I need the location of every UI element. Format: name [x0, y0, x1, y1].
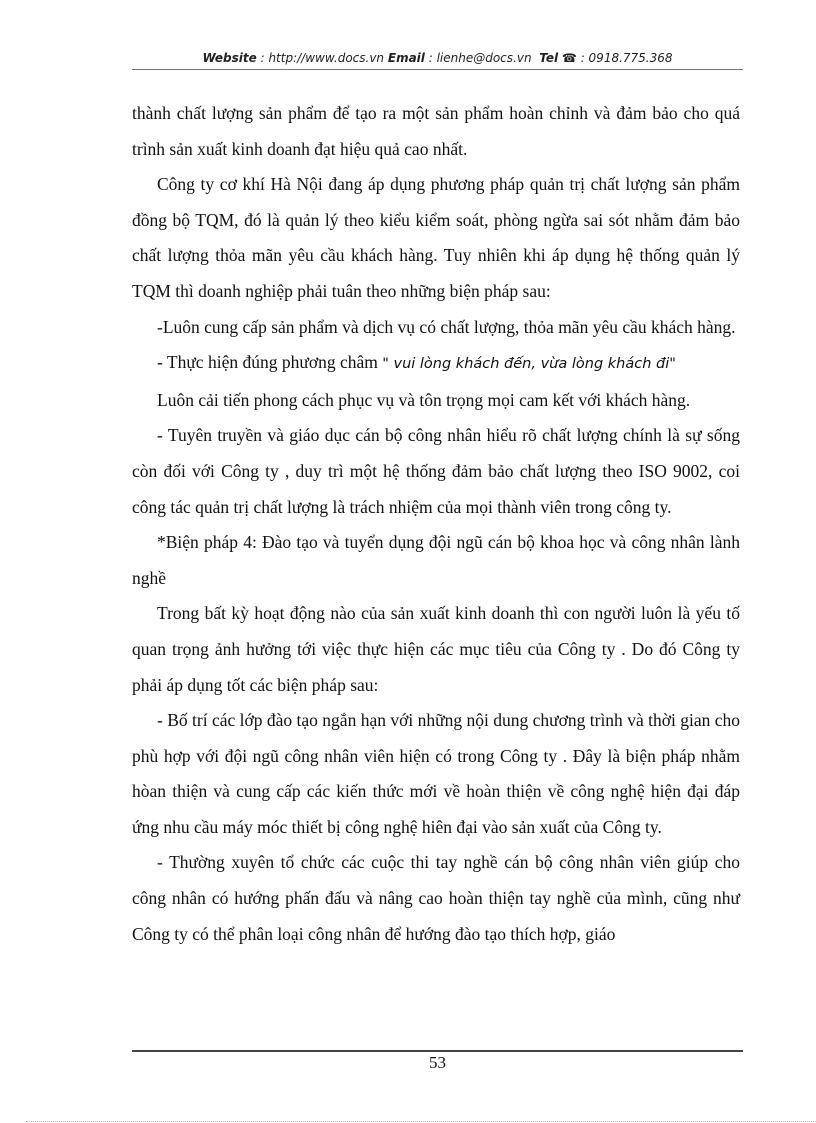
motto-quote: " vui lòng khách đến, vừa lòng khách đi" [382, 356, 676, 373]
paragraph: - Thường xuyên tổ chức các cuộc thi tay nghề cán bộ công nhân viên giúp cho công nhân có hướng phấn đấu và nâng cao hoàn thiện tay nghề của mình, cũng như Công ty có thể phân loại công nhân để hướng đào tạo thích hợp, giáo [132, 852, 740, 944]
header-divider [132, 69, 743, 70]
footer-divider [132, 1050, 743, 1052]
phone-number: 0918.775.368 [588, 51, 673, 65]
paragraph: thành chất lượng sản phẩm để tạo ra một sản phẩm hoàn chỉnh và đảm bảo cho quá trình sản xuất kinh doanh đạt hiệu quả cao nhất. [132, 103, 740, 159]
website-url[interactable]: http://www.docs.vn [268, 51, 385, 65]
email-label: Email [387, 51, 425, 65]
phone-icon: ☎ [561, 51, 577, 65]
website-label: Website [202, 51, 257, 65]
paragraph: Luôn cải tiến phong cách phục vụ và tôn trọng mọi cam kết với khách hàng. [157, 389, 691, 410]
paragraph: - Bố trí các lớp đào tạo ngắn hạn với những nội dung chương trình và thời gian cho phù hợp với đội ngũ công nhân viên hiện có trong Công ty . Đây là biện pháp nhằm hòan thiện và cung cấp các kiến thức mới về hoàn thiện về công nghệ hiện đại đáp ứng nhu cầu máy móc thiết bị công nghệ hiên đại vào sản xuất của Công ty. [132, 710, 740, 837]
page-number: 53 [429, 1053, 446, 1072]
paragraph: Công ty cơ khí Hà Nội đang áp dụng phương pháp quản trị chất lượng sản phẩm đồng bộ TQM, đó là quản lý theo kiểu kiểm soát, phòng ngừa sai sót nhằm đảm bảo chất lượng thỏa mãn yêu cầu khách hàng. Tuy nhiên khi áp dụng hệ thống quản lý TQM thì doanh nghiệp phải tuân theo những biện pháp sau: [132, 174, 740, 301]
document-body [132, 96, 740, 952]
page-header: Website : http://www.docs.vn Email : lienhe@docs.vn Tel ☎ : 0918.775.368 [202, 51, 673, 65]
paragraph: - Tuyên truyền và giáo dục cán bộ công nhân hiểu rõ chất lượng chính là sự sống còn đối với Công ty , duy trì một hệ thống đảm bảo chất lượng theo ISO 9002, coi công tác quản trị chất lượng là trách nhiệm của mọi thành viên trong công ty. [132, 425, 740, 517]
section-heading: *Biện pháp 4: Đào tạo và tuyển dụng đội ngũ cán bộ khoa học và công nhân lành nghề [132, 532, 740, 588]
paragraph: - Thực hiện đúng phương châm " vui lòng khách đến, vừa lòng khách đi" [157, 352, 676, 373]
email-address[interactable]: lienhe@docs.vn [436, 51, 532, 65]
tel-label: Tel [539, 51, 559, 65]
paragraph: Trong bất kỳ hoạt động nào của sản xuất kinh doanh thì con người luôn là yếu tố quan trọng ảnh hưởng tới việc thực hiện các mục tiêu của Công ty . Do đó Công ty phải áp dụng tốt các biện pháp sau: [132, 603, 740, 695]
page-boundary [26, 1121, 816, 1122]
paragraph: -Luôn cung cấp sản phẩm và dịch vụ có chất lượng, thỏa mãn yêu cầu khách hàng. [157, 316, 736, 337]
